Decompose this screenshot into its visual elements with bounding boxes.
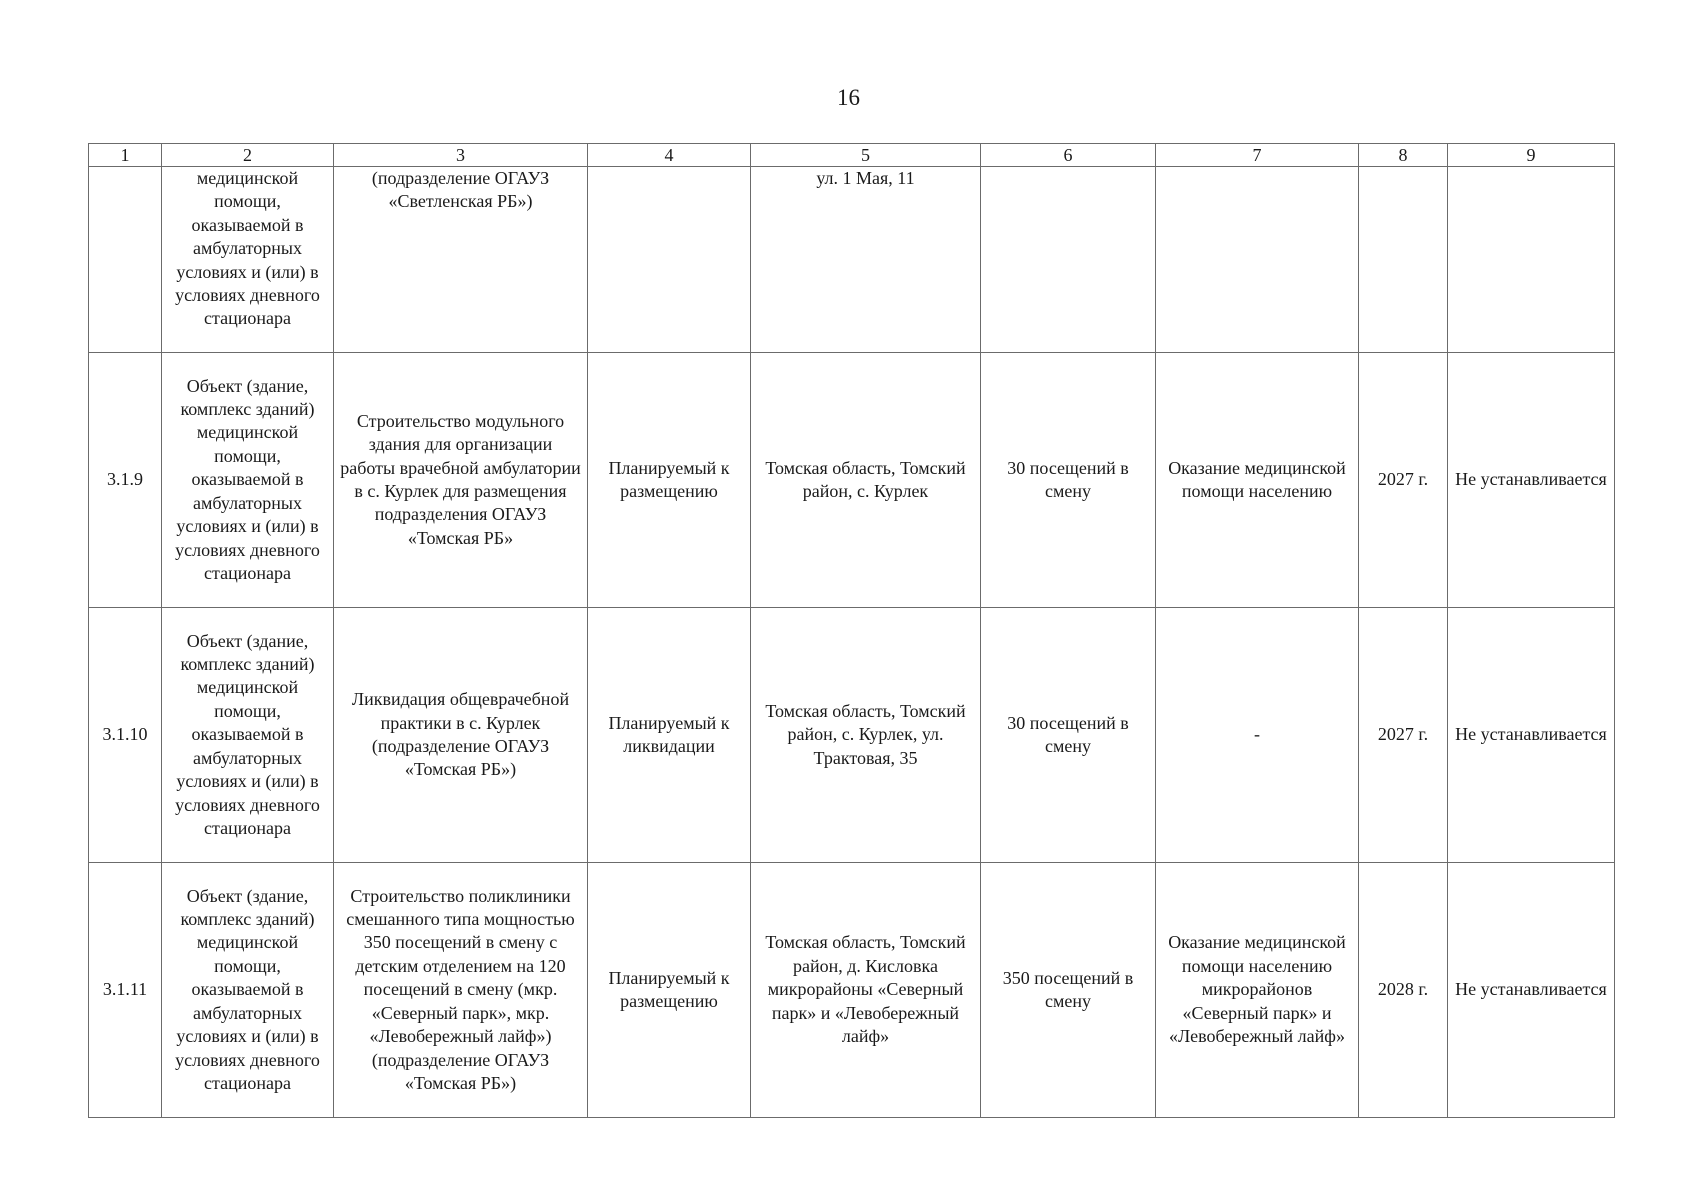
cell-description: Ликвидация общеврачебной практики в с. Курлек (подразделение ОГАУЗ «Томская РБ») <box>334 608 588 863</box>
column-header: 5 <box>751 144 981 167</box>
cell-status: Планируемый к ликвидации <box>588 608 751 863</box>
cell-capacity: 30 посещений в смену <box>981 608 1156 863</box>
table-row <box>89 167 1615 353</box>
table-row <box>89 863 1615 1118</box>
cell-location: ул. 1 Мая, 11 <box>751 167 981 353</box>
column-header: 4 <box>588 144 751 167</box>
cell-description: Строительство поликлиники смешанного типа мощностью 350 посещений в смену с детским отделением на 120 посещений в смену (мкр. «Северный парк», мкр. «Левобережный лайф») (подразделение ОГАУЗ «Томская РБ») <box>334 863 588 1118</box>
cell-object-type: Объект (здание, комплекс зданий) медицинской помощи, оказываемой в амбулаторных условиях и (или) в условиях дневного стационара <box>162 353 334 608</box>
cell-object-type: медицинской помощи, оказываемой в амбулаторных условиях и (или) в условиях дневного стационара <box>162 167 334 353</box>
cell-description: (подразделение ОГАУЗ «Светленская РБ») <box>334 167 588 353</box>
cell-year: 2027 г. <box>1359 608 1448 863</box>
cell-location: Томская область, Томский район, с. Курлек <box>751 353 981 608</box>
cell-location: Томская область, Томский район, с. Курлек, ул. Трактовая, 35 <box>751 608 981 863</box>
cell-purpose <box>1156 167 1359 353</box>
table-row <box>89 608 1615 863</box>
column-header: 9 <box>1448 144 1615 167</box>
cell-number: 3.1.10 <box>89 608 162 863</box>
column-header: 2 <box>162 144 334 167</box>
cell-description: Строительство модульного здания для организации работы врачебной амбулатории в с. Курлек для размещения подразделения ОГАУЗ «Томская РБ» <box>334 353 588 608</box>
cell-purpose: Оказание медицинской помощи населению <box>1156 353 1359 608</box>
cell-zone: Не устанавливается <box>1448 863 1615 1118</box>
cell-capacity: 350 посещений в смену <box>981 863 1156 1118</box>
cell-zone: Не устанавливается <box>1448 608 1615 863</box>
objects-table <box>88 143 1615 1118</box>
cell-capacity: 30 посещений в смену <box>981 353 1156 608</box>
table-row <box>89 353 1615 608</box>
table-header-row <box>89 144 1615 167</box>
column-header: 3 <box>334 144 588 167</box>
cell-number: 3.1.9 <box>89 353 162 608</box>
cell-capacity <box>981 167 1156 353</box>
cell-purpose: - <box>1156 608 1359 863</box>
cell-number <box>89 167 162 353</box>
cell-purpose: Оказание медицинской помощи населению микрорайонов «Северный парк» и «Левобережный лайф» <box>1156 863 1359 1118</box>
cell-year: 2027 г. <box>1359 353 1448 608</box>
cell-zone <box>1448 167 1615 353</box>
column-header: 6 <box>981 144 1156 167</box>
column-header: 1 <box>89 144 162 167</box>
cell-status: Планируемый к размещению <box>588 863 751 1118</box>
cell-location: Томская область, Томский район, д. Кисловка микрорайоны «Северный парк» и «Левобережный лайф» <box>751 863 981 1118</box>
cell-object-type: Объект (здание, комплекс зданий) медицинской помощи, оказываемой в амбулаторных условиях и (или) в условиях дневного стационара <box>162 608 334 863</box>
cell-zone: Не устанавливается <box>1448 353 1615 608</box>
cell-year <box>1359 167 1448 353</box>
page-number: 16 <box>837 85 860 110</box>
column-header: 8 <box>1359 144 1448 167</box>
cell-object-type: Объект (здание, комплекс зданий) медицинской помощи, оказываемой в амбулаторных условиях и (или) в условиях дневного стационара <box>162 863 334 1118</box>
column-header: 7 <box>1156 144 1359 167</box>
cell-status: Планируемый к размещению <box>588 353 751 608</box>
cell-year: 2028 г. <box>1359 863 1448 1118</box>
cell-number: 3.1.11 <box>89 863 162 1118</box>
cell-status <box>588 167 751 353</box>
